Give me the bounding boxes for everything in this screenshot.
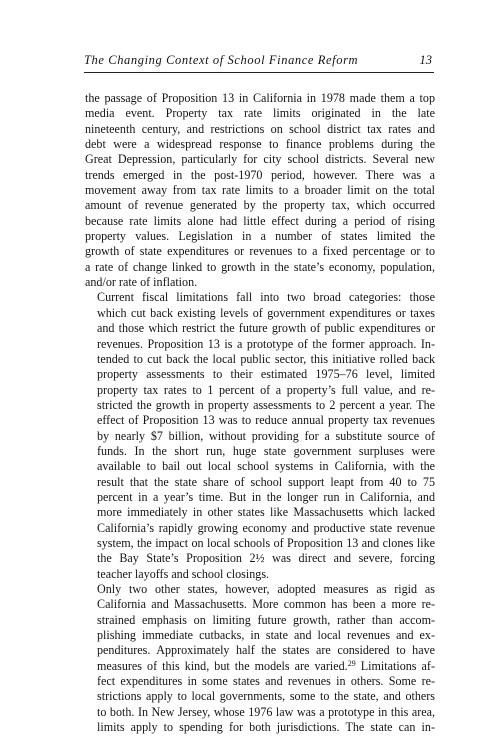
text-line: the passage of Proposition 13 in California in 1978 made them a top: [85, 91, 435, 105]
text-line: because rate limits alone had little effect during a period of rising: [85, 213, 435, 228]
text-line: penditures. Approximately half the states are considered to have: [97, 643, 435, 658]
text-line: debt were a widespread response to finance problems during the: [85, 137, 435, 152]
text-line: which cut back existing levels of government expenditures or taxes: [97, 305, 435, 320]
text-line: growth of state expenditures or revenues to a fixed percentage or to: [85, 244, 435, 259]
text-line: to both. In New Jersey, whose 1976 law was a prototype in this area,: [97, 704, 435, 719]
text-line: system, the impact on local schools of Proposition 13 and clones like: [97, 535, 435, 550]
text-line: fect expenditures in some states and revenues in others. Some re-: [97, 674, 435, 689]
text-segment: Limitations af-: [355, 658, 435, 673]
paragraph-3: [85, 582, 435, 735]
page-number: 13: [419, 53, 432, 67]
text-line: stricted the growth in property assessments to 2 percent a year. The: [97, 397, 435, 412]
text-line: the Bay State’s Proposition 2½ was direct and severe, forcing: [97, 551, 435, 566]
text-line-with-footnote: [85, 659, 435, 674]
text-line: strained emphasis on limiting future growth, rather than accom-: [97, 612, 435, 627]
text-line: property assessments to their estimated 1975–76 level, limited: [97, 367, 435, 382]
body-text: [85, 91, 435, 735]
paragraph-1: [85, 91, 435, 290]
text-segment: measures of this kind, but the models are varied.: [97, 658, 348, 673]
running-head: The Changing Context of School Finance Reform: [84, 53, 359, 67]
text-line: Only two other states, however, adopted measures as rigid as: [97, 582, 435, 596]
text-line: California’s rapidly growing economy and productive state revenue: [97, 520, 435, 535]
text-line: Current fiscal limitations fall into two broad categories: those: [97, 290, 435, 305]
text-line: available to bail out local school systems in California, with the: [97, 459, 435, 474]
text-line: plishing immediate cutbacks, in state and local revenues and ex-: [97, 628, 435, 643]
text-line: strictions apply to local governments, some to the state, and others: [97, 689, 435, 704]
text-line: revenues. Proposition 13 is a prototype of the former approach. In-: [97, 336, 435, 351]
text-line: nineteenth century, and restrictions on school district tax rates and: [85, 121, 435, 136]
text-line: more immediately in other states like Massachusetts which lacked: [97, 505, 435, 520]
text-line: a rate of change linked to growth in the state’s economy, population,: [85, 259, 435, 274]
text-line: trends emerged in the post-1970 period, however. There was a: [85, 167, 435, 182]
page-header: [84, 50, 434, 73]
text-line: tended to cut back the local public sector, this initiative rolled back: [97, 351, 435, 366]
text-line: movement away from tax rate limits to a broader limit on the total: [85, 183, 435, 198]
text-line: and/or rate of inflation.: [85, 275, 198, 290]
text-line: funds. In the short run, huge state government surpluses were: [97, 443, 435, 458]
text-line: by nearly $7 billion, without providing for a substitute source of: [97, 428, 435, 443]
text-line: amount of revenue generated by the property tax, which occurred: [85, 198, 435, 213]
text-line: media event. Property tax rate limits originated in the late: [85, 106, 435, 121]
text-line: Great Depression, particularly for city school districts. Several new: [85, 152, 435, 167]
text-line: teacher layoffs and school closings.: [97, 566, 270, 581]
text-line: limits apply to spending for both jurisdictions. The state can in-: [97, 720, 435, 735]
text-line: and those which restrict the future growth of public expenditures or: [97, 321, 435, 336]
paragraph-2: [85, 290, 435, 582]
text-line: result that the state share of school support leapt from 40 to 75: [97, 474, 435, 489]
text-line: property values. Legislation in a number of states limited the: [85, 229, 435, 244]
text-line: percent in a year’s time. But in the longer run in California, and: [97, 489, 435, 504]
text-line: California and Massachusetts. More common has been a more re-: [97, 597, 435, 612]
text-line: property tax rates to 1 percent of a property’s full value, and re-: [97, 382, 435, 397]
text-line: effect of Proposition 13 was to reduce annual property tax revenues: [97, 413, 435, 428]
footnote-reference: 29: [347, 658, 356, 668]
